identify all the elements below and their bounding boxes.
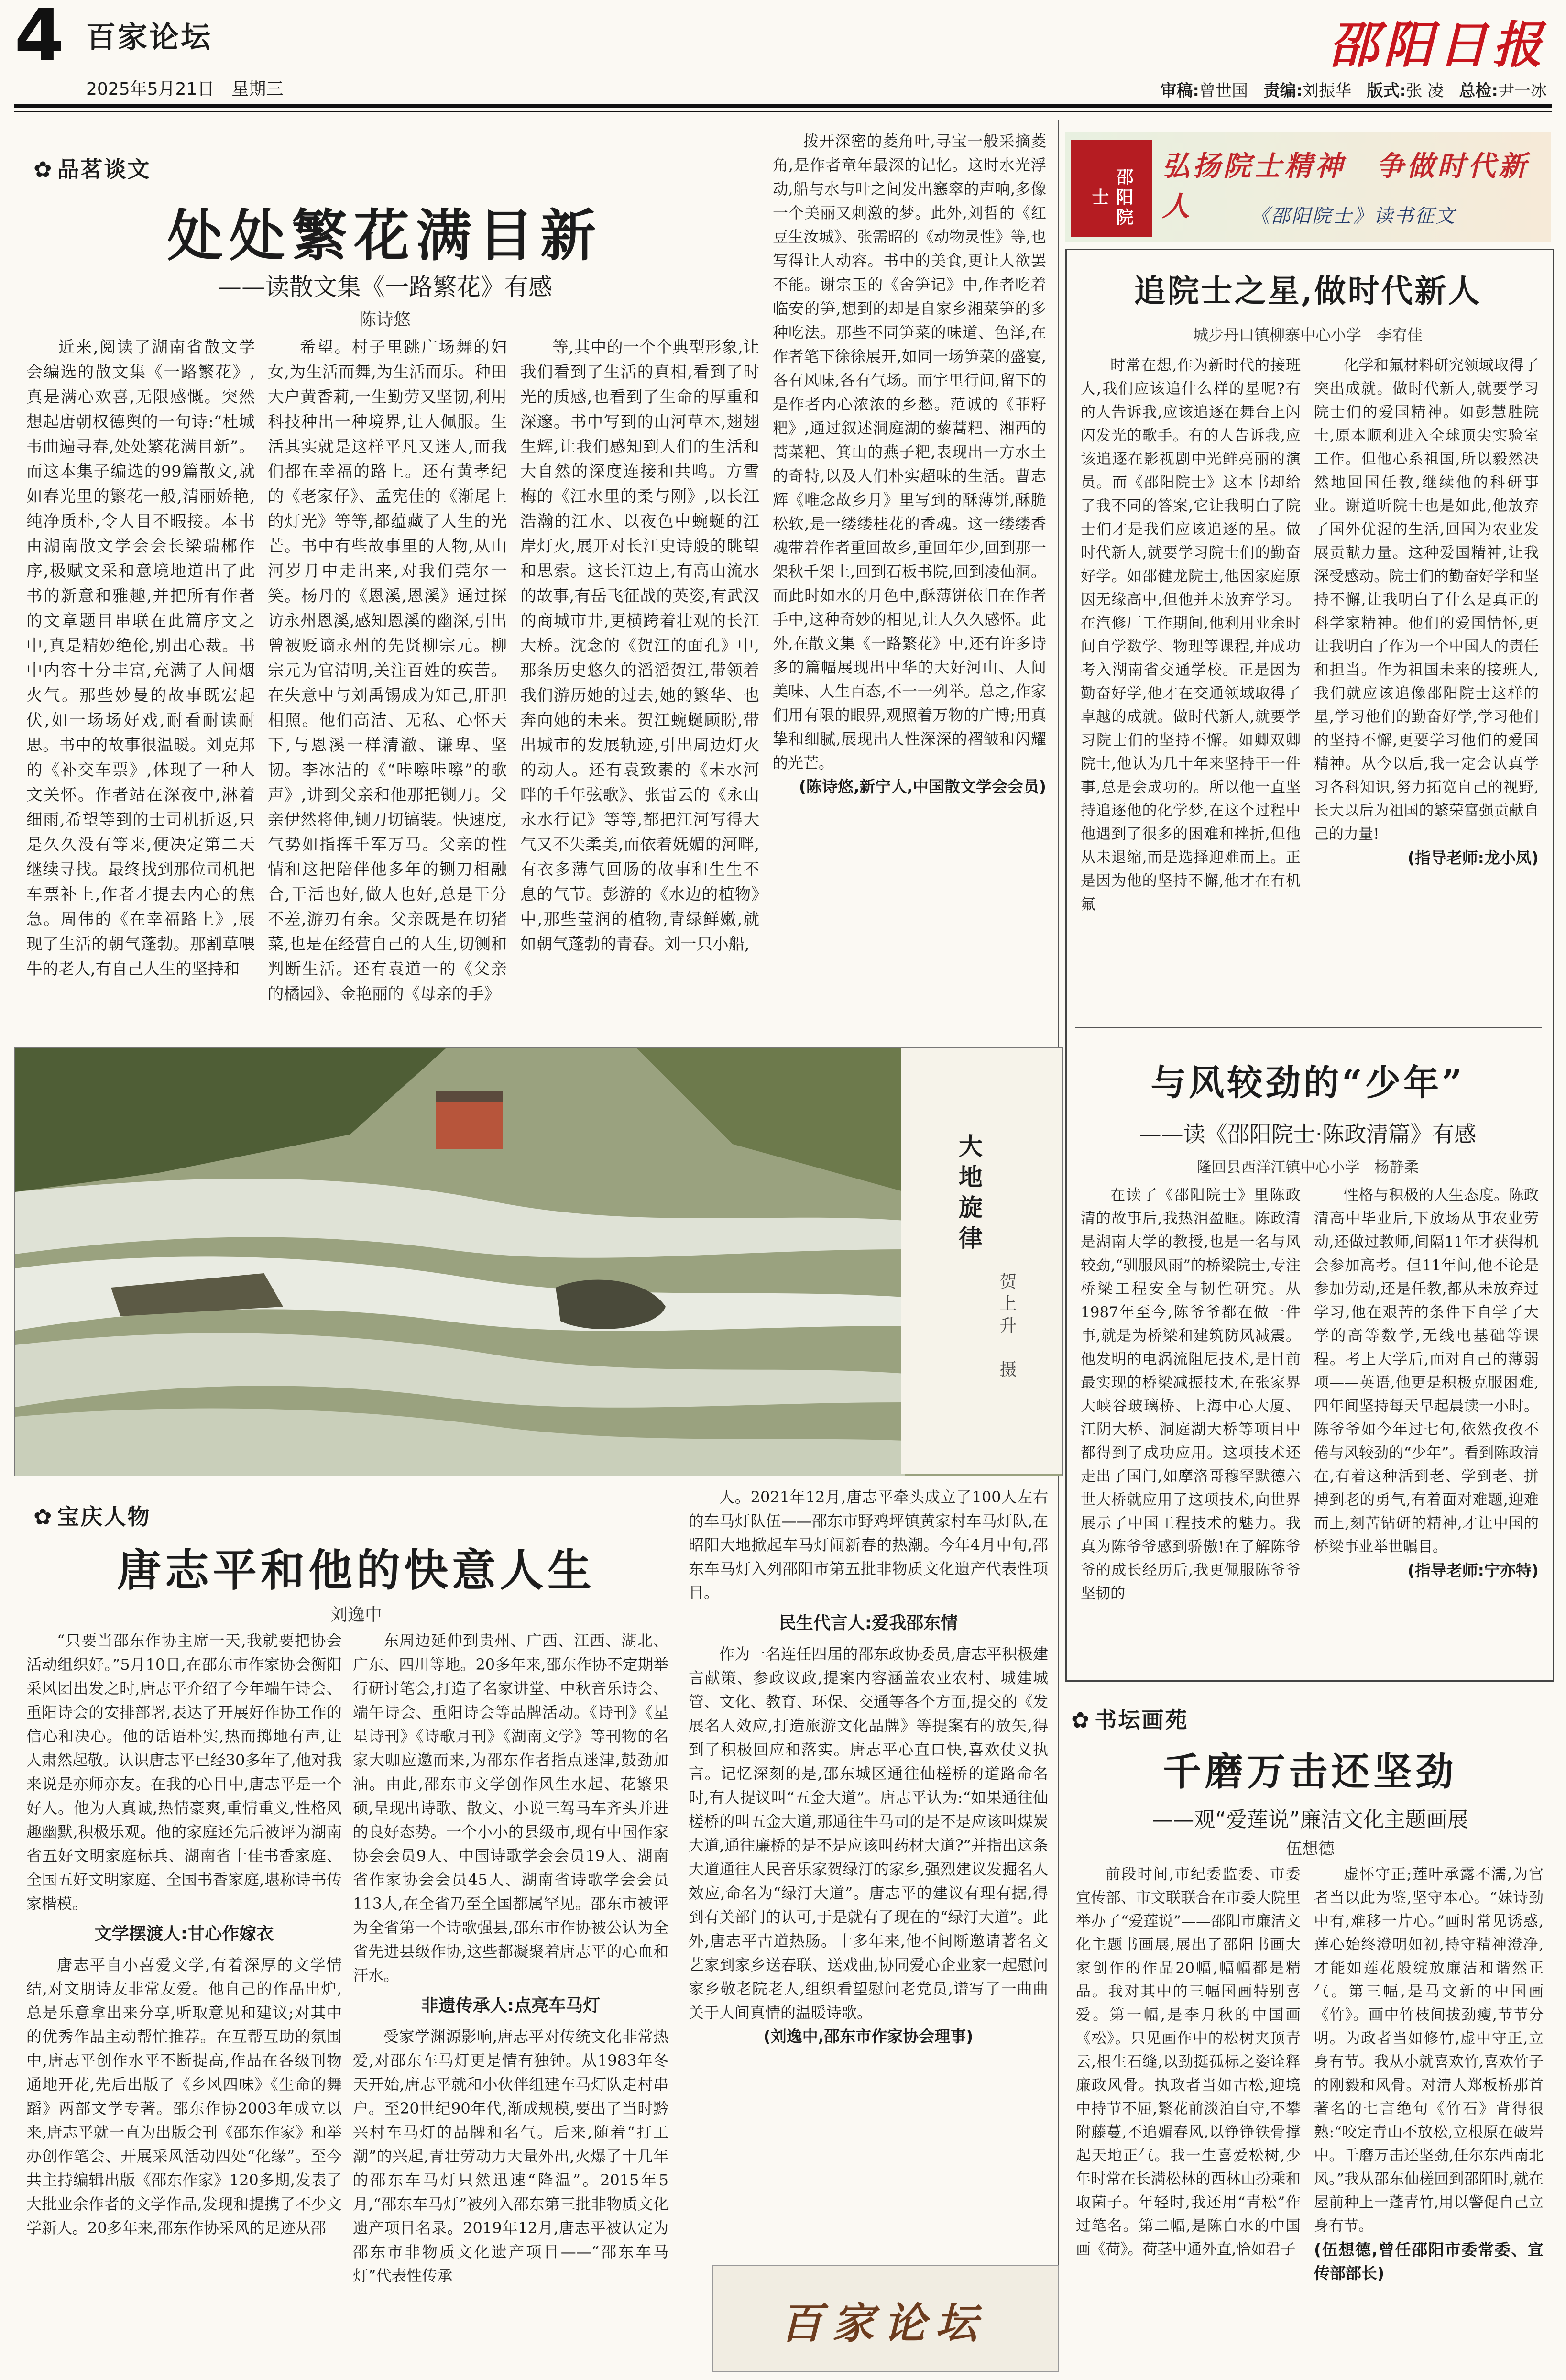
article-author: 隆回县西洋江镇中心小学 杨静柔	[1196, 1159, 1419, 1176]
article-column	[1314, 1863, 1544, 2285]
paragraph: 人。2021年12月,唐志平牵头成立了100人左右的车马灯队伍——邵东市野鸡坪镇黄家村车马灯队,在昭阳大地掀起车马灯闹新春的热潮。今年4月中旬,邵东车马灯入列邵阳市第五批非物质文化遗产代表性项目。	[689, 1488, 1048, 1602]
article-author: 刘逸中	[330, 1605, 382, 1625]
article-title: 唐志平和他的快意人生	[117, 1544, 595, 1596]
banner-slogan: 弘扬院士精神 争做时代新人	[1162, 150, 1530, 222]
issue-date: 2025年5月21日 星期三	[86, 79, 284, 99]
newspaper-logo: 邵阳日报	[1328, 15, 1547, 74]
book-cover	[1071, 140, 1152, 237]
paragraph: 化学和氟材料研究领域取得了突出成就。做时代新人,就要学习院士们的爱国精神。如彭慧胜院士,原本顺利进入全球顶尖实验室工作。但他心系祖国,所以毅然决然地回国任教,继续他的科研事业。谢道昕院士也是如此,他放弃了国外优渥的生活,回国为农业发展贡献力量。这种爱国精神,让我深受感动。院士们的勤奋好学和坚持不懈,让我明白了什么是真正的科学家精神。他们的爱国情怀,更让我明白了作为一个中国人的责任和担当。作为祖国未来的接班人,我们就应该追像邵阳院士这样的星,学习他们的勤奋好学,学习他们的坚持不懈,更要学习他们的爱国精神。从今以后,我一定会认真学习各科知识,努力拓宽自己的视野,长大以后为祖国的繁荣富强贡献自己的力量!	[1314, 357, 1539, 843]
kicker	[33, 152, 151, 184]
article-title: 千磨万击还坚劲	[1163, 1749, 1457, 1794]
staff-name: 刘振华	[1303, 81, 1352, 100]
flower-icon: ✿	[33, 1504, 54, 1530]
article-column	[353, 1629, 668, 2288]
article-column	[1314, 354, 1539, 870]
article-subtitle: ——读《邵阳院士·陈政清篇》有感	[1139, 1121, 1477, 1147]
flower-icon: ✿	[33, 156, 54, 182]
staff-label: 总检:	[1459, 81, 1498, 100]
article-subtitle: ——读散文集《一路繁花》有感	[218, 273, 552, 301]
header-rule	[14, 104, 1552, 108]
subheading: 非遗传承人:点亮车马灯	[421, 1996, 601, 2016]
column-logo	[712, 2265, 1059, 2372]
staff-name: 曾世国	[1199, 81, 1248, 100]
flower-icon: ✿	[1071, 1707, 1091, 1733]
article-column	[268, 335, 507, 1006]
staff-name: 尹一冰	[1498, 81, 1547, 100]
photo-credit: 贺上升 摄	[997, 1272, 1017, 1382]
paragraph: 前段时间,市纪委监委、市委宣传部、市文联联合在市委大院里举办了“爱莲说”——邵阳市廉洁文化主题书画展,展出了邵阳书画大家创作的作品20幅,幅幅都是精品。我对其中的三幅国画特别喜爱。第一幅,是李月秋的中国画《松》。只见画作中的松树夹顶青云,根生石缝,以劲挺孤标之姿诠释廉政风骨。执政者当如古松,迎境中持节不屈,繁花前淡泊自守,不攀附藤蔓,不追媚春风,以铮铮铁骨撑起天地正气。我一生喜爱松树,少年时常在长满松林的西林山扮乘和取菌子。年轻时,我还用“青松”作过笔名。第二幅,是陈白水的中国画《荷》。荷茎中通外直,恰如君子	[1076, 1866, 1301, 2258]
article-column	[26, 1629, 342, 2240]
paragraph: 虚怀守正;莲叶承露不濡,为官者当以此为鉴,坚守本心。“妹诗劲中有,难移一片心。”画时常见诱惑,莲心始终澄明如初,持守精神澄净,才能如莲花般绽放廉洁和谐然正气。第三幅,是马文新的中国画《竹》。画中竹枝间拔劲瘦,节节分明。为政者当如修竹,虚中守正,立身有节。我从小就喜欢竹,喜欢竹子的刚毅和风骨。对清人郑板桥那首著名的七言绝句《竹石》背得很熟:“咬定青山不放松,立根原在破岩中。千磨万击还坚劲,任尔东西南北风。”我从邵东仙槎回到邵阳时,就在屋前种上一蓬青竹,用以警促自己立身有节。	[1314, 1866, 1544, 2235]
article-title: 与风较劲的“少年”	[1150, 1062, 1465, 1103]
article-column	[1076, 1863, 1301, 2261]
author-bio: (刘逸中,邵东市作家协会理事)	[763, 2027, 974, 2046]
subheading: 文学摆渡人:甘心作嫁衣	[94, 1924, 274, 1944]
staff-line	[1160, 77, 1547, 101]
paragraph: 唐志平自小喜爱文学,有着深厚的文学情结,对文朋诗友非常友爱。他自己的作品出炉,总是乐意拿出来分享,听取意见和建议;对其中的优秀作品主动帮忙推荐。在互帮互助的氛围中,唐志平创作水平不断提高,作品在各级刊物通地开花,先后出版了《乡风四味》《生命的舞蹈》两部文学专著。邵东作协2003年成立以来,唐志平就一直为出版会刊《邵东作家》和举办创作笔会、开展采风活动四处“化缘”。至今共主持编辑出版《邵东作家》120多期,发表了大批业余作者的文学作品,发现和提携了不少文学新人。20多年来,邵东作协采风的足迹从邵	[26, 1956, 342, 2237]
staff-label: 版式:	[1367, 81, 1406, 100]
article-author: 陈诗悠	[359, 310, 411, 330]
staff-label: 审稿:	[1160, 81, 1200, 100]
article-author: 城步丹口镇柳寨中心小学 李宥佳	[1193, 326, 1423, 344]
paragraph: 作为一名连任四届的邵东政协委员,唐志平积极建言献策、参政议政,提案内容涵盖农业农村、城建城管、文化、教育、环保、交通等各个方面,提交的《发展名人效应,打造旅游文化品牌》等提案有的放矢,得到了积极回应和落实。唐志平心直口快,喜欢仗义执言。记忆深刻的是,邵东城区通往仙槎桥的道路命名时,有人提议叫“五金大道”。唐志平认为:“如果通往仙槎桥的叫五金大道,那通往牛马司的是不是应该叫煤炭大道,通往廉桥的是不是应该叫药材大道?”并指出这条大道通往人民音乐家贺绿汀的家乡,强烈建议发掘名人效应,命名为“绿汀大道”。唐志平的建议有理有据,得到有关部门的认可,于是就有了现在的“绿汀大道”。此外,唐志平古道热肠。十多年来,他不间断邀请著名文艺家到家乡送春联、送戏曲,协同爱心企业家一起慰问家乡敬老院老人,组织看望慰问老党员,谱写了一曲曲关于人间真情的温暖诗歌。	[689, 1645, 1048, 2022]
article-column	[1314, 1184, 1539, 1582]
paragraph: 东周边延伸到贵州、广西、江西、湖北、广东、四川等地。20多年来,邵东作协不定期举行研讨笔会,打造了名家讲堂、中秋音乐诗会、端午诗会、重阳诗会等品牌活动。《诗刊》《星星诗刊》《诗歌月刊》《湖南文学》等刊物的名家大咖应邀而来,为邵东作者指点迷津,鼓劲加油。由此,邵东市文学创作风生水起、花繁果硕,呈现出诗歌、散文、小说三驾马车齐头并进的良好态势。一个小小的县级市,现有中国作家协会会员9人、中国诗歌学会会员19人、湖南省作家协会会员45人、湖南省诗歌学会会员113人,在全省乃至全国都属罕见。邵东市被评为全省第一个诗歌强县,邵东市作协被公认为全省先进县级作协,这些都凝聚着唐志平的心血和汗水。	[353, 1631, 668, 1984]
paragraph: 近来,阅读了湖南省散文学会编选的散文集《一路繁花》,真是满心欢喜,无限感慨。突然想起唐朝权德舆的一句诗:“杜城韦曲遍寻春,处处繁花满目新”。而这本集子编选的99篇散文,就如春光里的繁花一般,清丽娇艳,纯净质朴,令人目不暇接。本书由湖南散文学会会长梁瑞郴作序,极赋文采和意境地道出了此书的新意和雅趣,并把所有作者的文章题目串联在此篇序文之中,真是精妙绝伦,别出心裁。书中内容十分丰富,充满了人间烟火气。那些妙曼的故事既宏起伏,如一场场好戏,耐看耐读耐思。书中的故事很温暖。刘克邦的《补交车票》,体现了一种人文关怀。作者站在深夜中,淋着细雨,希望等到的士司机折返,只是久久没有等来,便决定第二天继续寻找。最终找到那位司机把车票补上,作者才提去内心的焦急。周伟的《在幸福路上》,展现了生活的朝气蓬勃。那割草喂牛的老人,有自己人生的坚持和	[26, 338, 255, 978]
kicker-label: 书坛画苑	[1095, 1707, 1189, 1733]
author-bio: (陈诗悠,新宁人,中国散文学会会员)	[799, 777, 1046, 796]
kicker	[33, 1499, 151, 1531]
article-subtitle: ——观“爱莲说”廉洁文化主题画展	[1152, 1807, 1468, 1832]
staff-name: 张 凌	[1406, 81, 1444, 100]
kicker	[1071, 1703, 1189, 1734]
article-column	[1081, 1184, 1301, 1606]
photo-caption-panel	[901, 1048, 1062, 1474]
paragraph: 等,其中的一个个典型形象,让我们看到了生活的真相,看到了时光的质感,也看到了生命的厚重和深邃。书中写到的山河草木,翅翅生辉,让我们感知到人们的生活和大自然的深度连接和共鸣。方雪梅的《江水里的柔与刚》,以长江浩瀚的江水、以夜色中蜿蜒的江岸灯火,展开对长江史诗般的眺望和思索。这长江边上,有高山流水的故事,有岳飞征战的英姿,有武汉的商城市井,更横跨着壮观的长江大桥。沈念的《贺江的面孔》中,那条历史悠久的滔滔贺江,带领着我们游历她的过去,她的繁华、也奔向她的未来。贺江蜿蜒顾盼,带出城市的发展轨迹,引出周边灯火的动人。还有袁致素的《未水河畔的千年弦歌》、张雷云的《永山永水行记》等等,都把江河写得大气又不失柔美,而依着妩媚的河畔,有衣多薄气回肠的故事和生生不息的气节。彭游的《水边的植物》中,那些莹润的植物,青绿鲜嫩,就如朝气蓬勃的青春。刘一只小船,	[520, 338, 759, 953]
article-column	[1081, 354, 1301, 916]
paragraph: “只要当邵东作协主席一天,我就要把协会活动组织好。”5月10日,在邵东市作家协会衡阳采风团出发之时,唐志平介绍了今年端午诗会、重阳诗会的安排部署,表达了开展好作协工作的信心和决心。他的话语朴实,热而掷地有声,让人肃然起敬。认识唐志平已经30多年了,他对我来说是亦师亦友。在我的心目中,唐志平是一个好人。他为人真诚,热情豪爽,重情重义,性格风趣幽默,积极乐观。他的家庭还先后被评为湖南省五好文明家庭标兵、湖南省十佳书香家庭、全国五好文明家庭、全国书香家庭,堪称诗书传家楷模。	[26, 1631, 342, 1913]
article-title: 处处繁花满目新	[167, 203, 602, 268]
banner-subtitle: 《邵阳院士》读书征文	[1250, 205, 1456, 227]
paragraph: 时常在想,作为新时代的接班人,我们应该追什么样的星呢?有的人告诉我,应该追逐在舞台上闪闪发光的歌手。有的人告诉我,应该追逐在影视剧中光鲜亮丽的演员。而《邵阳院士》这本书却给了我不同的答案,它让我明白了院士们才是我们应该追逐的星。做时代新人,就要学习院士们的勤奋好学。如邵健龙院士,他因家庭原因无缘高中,但他并未放弃学习。在汽修厂工作期间,他利用业余时间自学数学、物理等课程,并成功考入湖南省交通学校。正是因为勤奋好学,他才在交通领域取得了卓越的成就。做时代新人,就要学习院士们的坚持不懈。如卿双卿院士,他认为几十年来坚持干一件事,总是会成功的。所以他一直坚持追逐他的化学梦,在这个过程中他遇到了很多的困难和挫折,但他从未退缩,而是选择迎难而上。正是因为他的坚持不懈,他才在有机氟	[1081, 357, 1301, 913]
header-rule-thin	[14, 111, 1552, 112]
paragraph: 拨开深密的菱角叶,寻宝一般采摘菱角,是作者童年最深的记忆。这时水光浮动,船与水与叶之间发出窸窣的声响,多像一个美丽又刺激的梦。此外,刘哲的《红豆生汝城》、张需昭的《动物灵性》等,也写得让人动容。书中的美食,更让人欲罢不能。谢宗玉的《舍笋记》中,作者吃着临安的笋,想到的却是自家乡湘菜笋的多种吃法。那些不同笋菜的味道、色泽,在作者笔下徐徐展开,如同一场笋菜的盛宴,各有风味,各有气场。而宇里行间,留下的是作者内心浓浓的乡愁。范诚的《菲籽粑》,通过叙述洞庭湖的藜蒿粑、湘西的蒿菜粑、箕山的燕子粑,表现出一方水土的奇特,以及人们朴实超味的生活。曹志辉《唯念故乡月》里写到的酥薄饼,酥脆松软,是一缕缕桂花的香魂。这一缕缕香魂带着作者重回故乡,重回年少,回到那一架秋千架上,回到石板书院,回到凌仙洞。而此时如水的月色中,酥薄饼依旧在作者手中,这种奇妙的相见,让人久久感怀。此外,在散文集《一路繁花》中,还有许多诗多的篇幅展现出中华的大好河山、人间美味、人生百态,不一一列举。总之,作家们用有限的眼界,观照着万物的广博;用真挚和细腻,展现出人性深深的褶皱和闪耀的光芒。	[773, 132, 1046, 772]
article-column	[689, 1485, 1048, 2049]
paragraph: 性格与积极的人生态度。陈政清高中毕业后,下放场从事农业劳动,还做过教师,间隔11年才获得机会参加高考。但11年间,他不论是参加劳动,还是任教,都从未放弃过学习,他在艰苦的条件下自学了大学的高等数学,无线电基础等课程。考上大学后,面对自己的薄弱项——英语,他更是积极克服困难,四年间坚持每天早起晨读一小时。陈爷爷如今年过七旬,依然孜孜不倦与风较劲的“少年”。看到陈政清在,有着这种活到老、学到老、拼搏到老的勇气,有着面对难题,迎难而上,刻苦钻研的精神,才让中国的桥梁事业举世瞩目。	[1314, 1187, 1539, 1555]
subheading: 民生代言人:爱我邵东情	[778, 1613, 958, 1633]
article-title: 追院士之星,做时代新人	[1134, 272, 1482, 309]
article-column	[26, 335, 255, 981]
author-bio: (伍想德,曾任邵阳市委常委、宣传部部长)	[1314, 2240, 1544, 2282]
kicker-label: 品茗谈文	[57, 156, 151, 182]
book-title: 邵阳院士	[1089, 168, 1134, 228]
kicker-label: 宝庆人物	[57, 1504, 151, 1530]
staff-label: 责编:	[1263, 81, 1303, 100]
column-logo-text: 百家论坛	[780, 2298, 987, 2348]
divider	[1075, 1027, 1542, 1028]
article-column	[520, 335, 759, 957]
paragraph: 在读了《邵阳院士》里陈政清的故事后,我热泪盈眶。陈政清是湖南大学的教授,也是一名与风较劲,“驯服风雨”的桥梁院士,专注桥梁工程安全与韧性研究。从1987年至今,陈爷爷都在做一件事,就是为桥梁和建筑防风减震。他发明的电涡流阻尼技术,是目前最实现的桥梁减振技术,在张家界大峡谷玻璃桥、上海中心大厦、江阴大桥、洞庭湖大桥等项目中都得到了成功应用。这项技术还走出了国门,如摩洛哥穆罕默德六世大桥就应用了这项技术,向世界展示了中国工程技术的魅力。我真为陈爷爷感到骄傲!在了解陈爷爷的成长经历后,我更佩服陈爷爷坚韧的	[1081, 1187, 1301, 1602]
paragraph: 受家学渊源影响,唐志平对传统文化非常热爱,对邵东车马灯更是情有独钟。从1983年冬天开始,唐志平就和小伙伴组建车马灯队走村串户。至20世纪90年代,渐成规模,要出了当时黔兴村车马灯的品牌和名气。后来,随着“打工潮”的兴起,青壮劳动力大量外出,火爆了十几年的邵东车马灯只然迅速“降温”。2015年5月,“邵东车马灯”被列入邵东第三批非物质文化遗产项目名录。2019年12月,唐志平被认定为邵东市非物质文化遗产项目——“邵东车马灯”代表性传承	[353, 2027, 668, 2285]
section-title: 百家论坛	[86, 20, 213, 55]
teacher-note: (指导老师:宁亦特)	[1407, 1561, 1539, 1580]
article-column	[773, 129, 1046, 799]
article-author: 伍想德	[1286, 1840, 1335, 1859]
photo-caption: 大地旋律	[955, 1134, 983, 1256]
paragraph: 希望。村子里跳广场舞的妇女,为生活而舞,为生活而乐。种田大户黄香莉,一生勤劳又坚韧,利用科技种出一种境界,让人佩服。生活其实就是这样平凡又迷人,而我们都在幸福的路上。还有黄孝纪的《老家仔》、孟宪佳的《渐尾上的灯光》等等,都蕴藏了人生的光芒。书中有些故事里的人物,从山河岁月中走出来,对我们莞尔一笑。杨丹的《恩溪,恩溪》通过探访永州恩溪,感知恩溪的幽深,引出曾被贬谪永州的先贤柳宗元。柳宗元为官清明,关注百姓的疾苦。在失意中与刘禹锡成为知己,肝胆相照。他们高洁、无私、心怀天下,与恩溪一样清澈、谦卑、坚韧。李冰洁的《“咔嚓咔嚓”的歌声》,讲到父亲和他那把铡刀。父亲伊然将伸,铡刀切镐装。快速度,气势如指挥千军万马。父亲的性情和这把陪伴他多年的铡刀相融合,干活也好,做人也好,总是干分不差,游刃有余。父亲既是在切猪菜,也是在经营自己的人生,切铡和判断生活。还有袁道一的《父亲的橘园》、金艳丽的《母亲的手》	[268, 338, 507, 1003]
page-number: 4	[14, 0, 65, 77]
teacher-note: (指导老师:龙小凤)	[1407, 848, 1539, 867]
